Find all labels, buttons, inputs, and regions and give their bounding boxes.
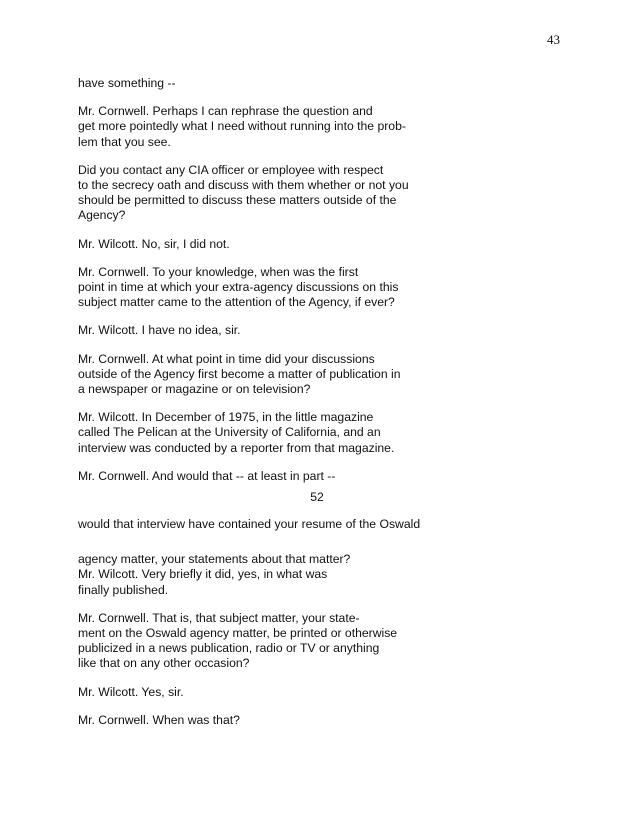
transcript-paragraph xyxy=(78,611,548,672)
transcript-line: Mr. Wilcott. I have no idea, sir. xyxy=(78,323,241,338)
transcript-body xyxy=(78,76,548,741)
transcript-line: Mr. Cornwell. When was that? xyxy=(78,712,240,727)
sub-page-number: 52 xyxy=(310,490,324,505)
transcript-paragraph xyxy=(78,469,548,484)
transcript-bottom-section xyxy=(78,517,548,728)
transcript-line: should be permitted to discuss these matters outside of the xyxy=(78,193,397,208)
transcript-line: have something -- xyxy=(78,76,176,90)
transcript-paragraph xyxy=(78,685,548,700)
transcript-line: Mr. Cornwell. Perhaps I can rephrase the question and xyxy=(78,104,373,119)
transcript-line: to the secrecy oath and discuss with them whether or not you xyxy=(78,178,409,193)
transcript-line: interview was conducted by a reporter from that magazine. xyxy=(78,440,395,455)
transcript-line: Mr. Wilcott. Yes, sir. xyxy=(78,684,184,699)
transcript-line: get more pointedly what I need without running into the prob- xyxy=(78,119,406,134)
transcript-line: Mr. Cornwell. At what point in time did your discussions xyxy=(78,351,375,366)
transcript-paragraph xyxy=(78,163,548,224)
transcript-paragraph xyxy=(78,517,548,532)
transcript-line: point in time at which your extra-agency discussions on this xyxy=(78,280,399,295)
transcript-paragraph xyxy=(78,265,548,311)
transcript-line: Mr. Cornwell. That is, that subject matter, your state- xyxy=(78,610,360,625)
transcript-line: ment on the Oswald agency matter, be printed or otherwise xyxy=(78,626,398,641)
transcript-line: Mr. Cornwell. And would that -- at least in part -- xyxy=(78,468,336,483)
transcript-line: like that on any other occasion? xyxy=(78,656,250,671)
transcript-paragraph xyxy=(78,237,548,252)
transcript-paragraph xyxy=(78,352,548,398)
transcript-line: lem that you see. xyxy=(78,134,171,149)
transcript-line: Mr. Cornwell. To your knowledge, when was the first xyxy=(78,264,359,279)
transcript-line: called The Pelican at the University of California, and an xyxy=(78,425,381,440)
transcript-line: finally published. xyxy=(78,582,169,597)
transcript-paragraph xyxy=(78,104,548,150)
transcript-line: Mr. Wilcott. Very briefly it did, yes, in what was xyxy=(78,567,328,582)
transcript-line: subject matter came to the attention of the Agency, if ever? xyxy=(78,295,395,310)
page-number: 43 xyxy=(547,32,560,47)
transcript-line: publicized in a news publication, radio or TV or anything xyxy=(78,641,380,656)
transcript-line: Mr. Wilcott. In December of 1975, in the little magazine xyxy=(78,410,374,425)
transcript-line: Agency? xyxy=(78,208,126,223)
transcript-paragraph xyxy=(78,552,548,598)
transcript-line: Did you contact any CIA officer or employee with respect xyxy=(78,162,384,177)
transcript-line: would that interview have contained your resume of the Oswald xyxy=(78,517,421,532)
transcript-line: Mr. Wilcott. No, sir, I did not. xyxy=(78,236,230,251)
transcript-paragraph xyxy=(78,76,548,91)
transcript-paragraph xyxy=(78,323,548,338)
transcript-line: outside of the Agency first become a matter of publication in xyxy=(78,366,401,381)
transcript-paragraph xyxy=(78,410,548,456)
transcript-line: agency matter, your statements about that matter? xyxy=(78,552,351,567)
transcript-line: a newspaper or magazine or on television? xyxy=(78,382,311,397)
transcript-paragraph xyxy=(78,713,548,728)
transcript-top-section xyxy=(78,76,548,484)
